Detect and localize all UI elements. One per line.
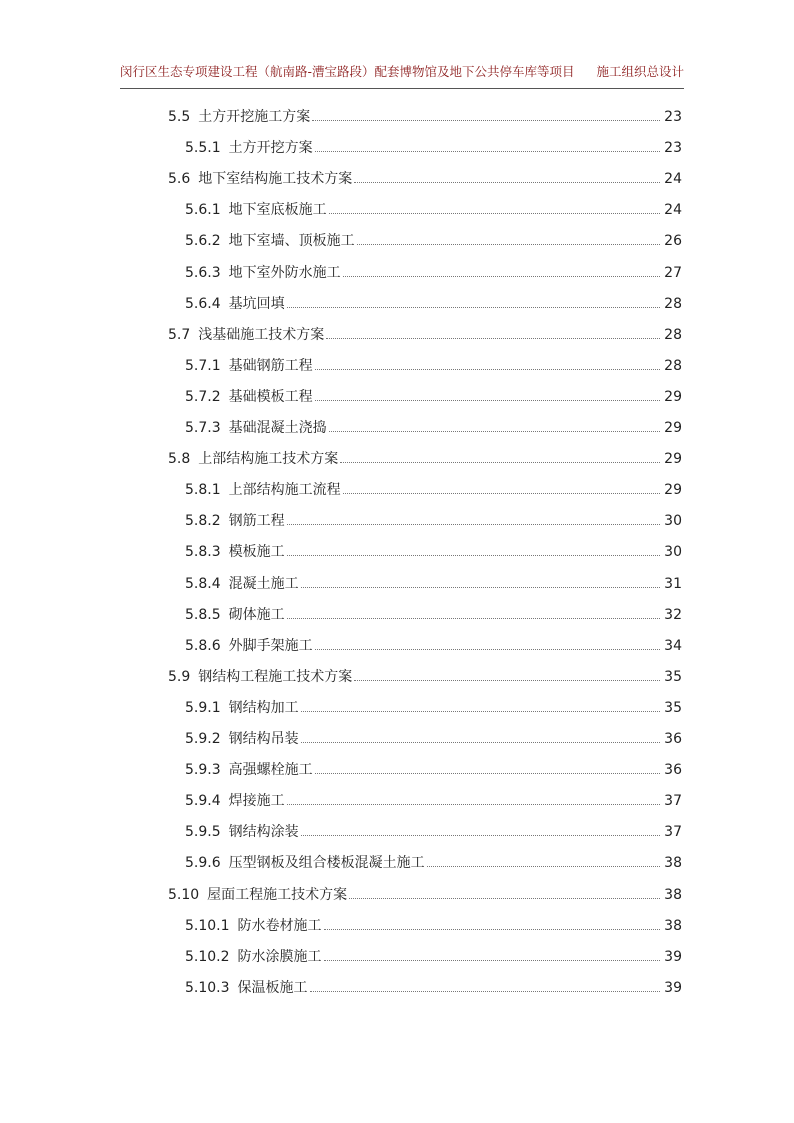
toc-entry-title: 混凝土施工	[228, 575, 299, 592]
toc-entry-number: 5.8.3	[185, 544, 221, 561]
toc-entry[interactable]	[185, 602, 682, 624]
toc-entry-page-number: 23	[664, 109, 682, 125]
toc-dot-leader	[315, 400, 661, 401]
toc-entry[interactable]	[168, 882, 682, 904]
toc-dot-leader	[329, 431, 661, 432]
toc-entry-page-number: 23	[664, 140, 682, 157]
toc-entry[interactable]	[185, 788, 682, 810]
toc-entry-title: 地下室墙、顶板施工	[228, 233, 355, 250]
toc-entry-number: 5.10	[168, 886, 200, 903]
toc-entry-title: 浅基础施工技术方案	[198, 326, 325, 343]
toc-entry-page-number: 27	[664, 264, 682, 281]
toc-entry-number: 5.7.3	[185, 420, 221, 436]
toc-entry[interactable]	[185, 539, 682, 561]
toc-entry-number: 5.9.4	[185, 793, 221, 810]
toc-entry[interactable]	[185, 508, 682, 530]
toc-entry-number: 5.6.1	[185, 202, 221, 219]
toc-entry[interactable]	[185, 695, 682, 717]
toc-entry[interactable]	[168, 664, 682, 686]
toc-entry[interactable]	[185, 384, 682, 406]
toc-entry-page-number: 30	[664, 544, 682, 561]
toc-entry[interactable]	[168, 322, 682, 344]
toc-entry[interactable]	[185, 913, 682, 935]
header-document-title: 施工组织总设计	[596, 64, 684, 79]
toc-entry-number: 5.9.3	[185, 762, 221, 779]
toc-entry-number: 5.5.1	[185, 140, 221, 157]
toc-dot-leader	[427, 866, 661, 867]
toc-entry[interactable]	[185, 415, 682, 437]
toc-entry-page-number: 29	[664, 420, 682, 436]
toc-entry-number: 5.8.6	[185, 637, 221, 654]
toc-entry-number: 5.10.1	[185, 917, 230, 934]
toc-entry-page-number: 38	[664, 917, 682, 934]
toc-entry-page-number: 29	[664, 388, 682, 405]
header-project-title: 闵行区生态专项建设工程（航南路-漕宝路段）配套博物馆及地下公共停车库等项目	[120, 64, 575, 79]
toc-dot-leader	[315, 773, 661, 774]
toc-entry-title: 屋面工程施工技术方案	[207, 886, 348, 903]
toc-entry-number: 5.8.2	[185, 513, 221, 530]
toc-entry-page-number: 29	[664, 482, 682, 499]
toc-entry[interactable]	[185, 135, 682, 157]
toc-dot-leader	[301, 835, 661, 836]
toc-entry-title: 高强螺栓施工	[228, 762, 313, 779]
toc-entry-title: 钢结构工程施工技术方案	[198, 668, 353, 685]
toc-entry-title: 上部结构施工流程	[228, 482, 341, 499]
toc-entry-page-number: 24	[664, 202, 682, 219]
toc-dot-leader	[287, 524, 661, 525]
header-divider	[120, 88, 684, 89]
toc-entry-page-number: 37	[664, 793, 682, 810]
toc-entry-title: 地下室底板施工	[228, 202, 327, 219]
toc-entry-title: 上部结构施工技术方案	[198, 451, 339, 468]
toc-dot-leader	[315, 369, 661, 370]
toc-entry-page-number: 35	[664, 668, 682, 685]
toc-entry-title: 压型钢板及组合楼板混凝土施工	[228, 855, 425, 872]
toc-entry-title: 土方开挖施工方案	[198, 109, 311, 125]
toc-entry-title: 基础钢筋工程	[228, 357, 313, 374]
toc-entry-title: 钢结构加工	[228, 699, 299, 716]
toc-entry-number: 5.8.1	[185, 482, 221, 499]
toc-entry-page-number: 30	[664, 513, 682, 530]
toc-dot-leader	[287, 307, 661, 308]
toc-entry[interactable]	[185, 291, 682, 313]
toc-dot-leader	[354, 182, 660, 183]
page-header	[120, 62, 684, 84]
toc-entry[interactable]	[185, 726, 682, 748]
toc-entry-title: 地下室结构施工技术方案	[198, 171, 353, 188]
toc-entry[interactable]	[185, 228, 682, 250]
toc-entry[interactable]	[185, 197, 682, 219]
toc-entry-number: 5.7.2	[185, 388, 221, 405]
toc-entry-page-number: 34	[664, 637, 682, 654]
toc-entry-title: 基础混凝土浇捣	[228, 420, 327, 436]
toc-entry-title: 土方开挖方案	[228, 140, 313, 157]
toc-entry-number: 5.5	[168, 109, 191, 125]
toc-entry[interactable]	[168, 166, 682, 188]
toc-entry-number: 5.10.3	[185, 979, 230, 996]
toc-dot-leader	[310, 991, 661, 992]
toc-entry-page-number: 35	[664, 699, 682, 716]
toc-entry-title: 防水卷材施工	[237, 917, 322, 934]
toc-entry-page-number: 38	[664, 886, 682, 903]
toc-entry[interactable]	[185, 819, 682, 841]
toc-entry-page-number: 39	[664, 979, 682, 996]
toc-dot-leader	[287, 804, 661, 805]
toc-dot-leader	[315, 151, 661, 152]
toc-entry-page-number: 36	[664, 731, 682, 747]
toc-dot-leader	[357, 244, 661, 245]
toc-entry[interactable]	[185, 975, 682, 997]
toc-entry-number: 5.9.1	[185, 699, 221, 716]
toc-dot-leader	[287, 618, 661, 619]
toc-dot-leader	[343, 493, 661, 494]
toc-entry[interactable]	[185, 260, 682, 282]
toc-entry[interactable]	[185, 477, 682, 499]
toc-dot-leader	[301, 587, 661, 588]
toc-dot-leader	[343, 276, 661, 277]
toc-dot-leader	[324, 929, 661, 930]
toc-entry[interactable]	[185, 353, 682, 375]
toc-entry[interactable]	[168, 446, 682, 468]
toc-entry-title: 外脚手架施工	[228, 637, 313, 654]
toc-entry-title: 钢结构吊装	[228, 731, 299, 747]
toc-entry-number: 5.8.4	[185, 575, 221, 592]
toc-dot-leader	[329, 213, 661, 214]
toc-dot-leader	[324, 960, 661, 961]
toc-entry[interactable]	[185, 850, 682, 872]
toc-entry-number: 5.7.1	[185, 357, 221, 374]
toc-entry-page-number: 37	[664, 824, 682, 841]
toc-entry-title: 基础模板工程	[228, 388, 313, 405]
toc-entry-number: 5.6.3	[185, 264, 221, 281]
toc-entry-number: 5.8.5	[185, 606, 221, 623]
toc-entry-page-number: 26	[664, 233, 682, 250]
toc-dot-leader	[287, 555, 661, 556]
toc-entry-page-number: 28	[664, 295, 682, 312]
toc-entry-title: 钢筋工程	[228, 513, 285, 530]
toc-entry-number: 5.8	[168, 451, 191, 468]
toc-entry-number: 5.6.2	[185, 233, 221, 250]
toc-entry-page-number: 36	[664, 762, 682, 779]
toc-dot-leader	[340, 462, 660, 463]
toc-entry-title: 基坑回填	[228, 295, 285, 312]
toc-dot-leader	[326, 338, 660, 339]
toc-entry-number: 5.9.5	[185, 824, 221, 841]
toc-entry-page-number: 28	[664, 357, 682, 374]
toc-entry-number: 5.6.4	[185, 295, 221, 312]
toc-entry-title: 地下室外防水施工	[228, 264, 341, 281]
toc-entry-title: 砌体施工	[228, 606, 285, 623]
toc-dot-leader	[349, 898, 660, 899]
toc-entry-number: 5.9.2	[185, 731, 221, 747]
toc-entry[interactable]	[185, 944, 682, 966]
toc-entry[interactable]	[185, 633, 682, 655]
toc-entry[interactable]	[185, 757, 682, 779]
toc-entry-page-number: 24	[664, 171, 682, 188]
toc-entry-number: 5.6	[168, 171, 191, 188]
toc-entry-page-number: 29	[664, 451, 682, 468]
toc-entry-number: 5.7	[168, 326, 191, 343]
toc-entry-page-number: 28	[664, 326, 682, 343]
toc-entry[interactable]	[185, 571, 682, 593]
toc-entry-page-number: 39	[664, 948, 682, 965]
toc-entry-title: 焊接施工	[228, 793, 285, 810]
toc-entry-number: 5.10.2	[185, 948, 230, 965]
toc-dot-leader	[301, 711, 661, 712]
toc-entry-title: 保温板施工	[237, 979, 308, 996]
toc-dot-leader	[312, 120, 660, 121]
toc-entry-number: 5.9.6	[185, 855, 221, 872]
toc-entry[interactable]	[168, 104, 682, 126]
toc-entry-title: 模板施工	[228, 544, 285, 561]
toc-entry-page-number: 38	[664, 855, 682, 872]
toc-entry-number: 5.9	[168, 668, 191, 685]
toc-dot-leader	[301, 742, 661, 743]
toc-entry-title: 钢结构涂装	[228, 824, 299, 841]
toc-entry-page-number: 32	[664, 606, 682, 623]
toc-dot-leader	[315, 649, 661, 650]
toc-entry-page-number: 31	[664, 575, 682, 592]
toc-dot-leader	[354, 680, 660, 681]
toc-entry-title: 防水涂膜施工	[237, 948, 322, 965]
